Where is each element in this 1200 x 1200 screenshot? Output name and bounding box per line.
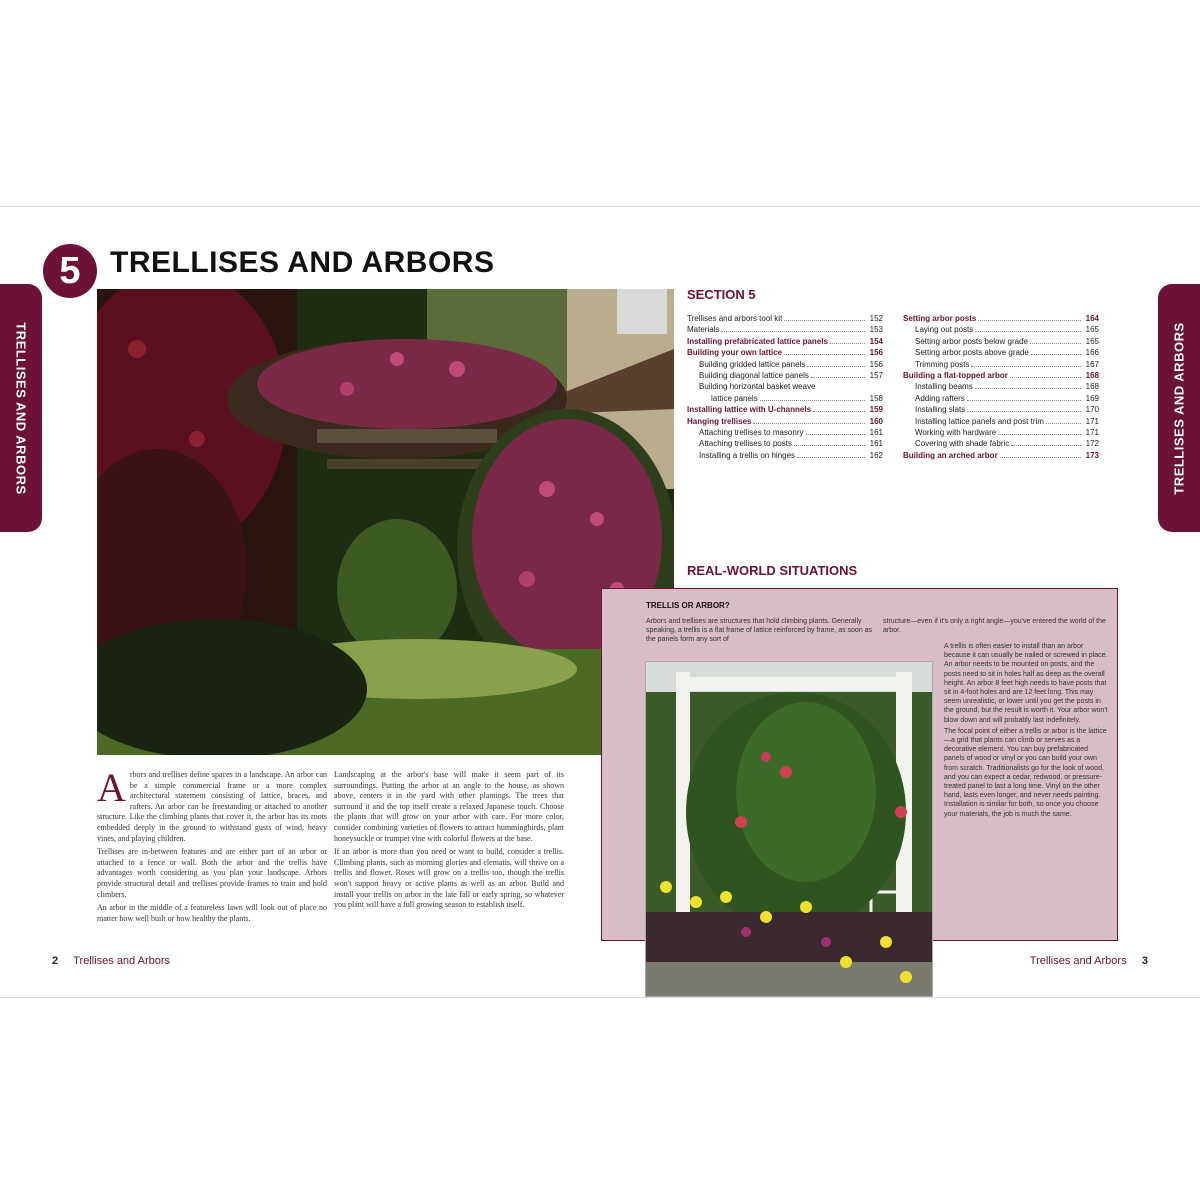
toc-column-left: [687, 313, 883, 461]
side-tab-right: [1158, 284, 1200, 532]
garden-arbor-illustration: [97, 289, 674, 755]
toc-entry: [903, 336, 1099, 347]
body-paragraph: An arbor in the middle of a featureless lawn will look out of place no matter how well built or how healthy the plants.: [97, 903, 327, 923]
toc-leader-dots: [807, 366, 865, 367]
toc-entry: [687, 370, 883, 381]
toc-entry-page: 165: [1085, 336, 1099, 346]
toc-leader-dots: [1011, 445, 1081, 446]
toc-leader-dots: [1030, 343, 1081, 344]
toc-entry-page: 167: [1085, 359, 1099, 369]
toc-entry-title: Materials: [687, 325, 720, 335]
toc-entry-title: Trellises and arbors tool kit: [687, 314, 783, 323]
toc-entry: [903, 427, 1099, 438]
toc-entry: [687, 427, 883, 438]
toc-entry-title: Building diagonal lattice panels: [699, 371, 809, 381]
toc-entry-page: 173: [1085, 450, 1099, 460]
toc-entry-page: 156: [869, 348, 883, 358]
toc-entry-page: 170: [1085, 405, 1099, 415]
toc-entry: [903, 416, 1099, 427]
toc-entry-page: 169: [1085, 393, 1099, 403]
toc-entry: [903, 393, 1099, 404]
body-paragraph: Landscaping at the arbor's base will make it seem part of its surroundings. Putting the arbor at an angle to the house, as shown above, centers it in the yard with other plantings. The trees that surround it and the top itself create a relaxed Japanese touch. Choose the plants that will grow on your arbor with care. For more color, consider combining varieties of flowers to attract hummingbirds, plant honeysuckle or trumpet vine with colorful flowers at the base.: [334, 770, 564, 843]
running-title-left: Trellises and Arbors: [73, 955, 171, 967]
toc-entry-title: Building gridded lattice panels: [699, 359, 806, 369]
toc-entry: [687, 336, 883, 347]
sidebar-paragraph: structure—even if it's only a right angle—you've entered the world of the arbor.: [883, 618, 1106, 635]
body-paragraph: If an arbor is more than you need or want to build, consider a trellis. Climbing plants, such as morning glories and clematis, will thrive on a trellis and flower. Roses will grow on a trellis too, though the trellis won't support heavy or active plants as well as an arbor. Build and install your trellis on arbor in the late fall or early spring, so whatever you plant will have a full growing season to establish itself.: [334, 847, 564, 910]
side-tab-right-label: TRELLISES AND ARBORS: [1171, 321, 1187, 495]
toc-leader-dots: [813, 411, 865, 412]
side-tab-left-label: TRELLISES AND ARBORS: [13, 321, 29, 495]
toc-entry-page: 164: [1085, 314, 1099, 323]
toc-entry-title: Working with hardware: [915, 428, 997, 438]
toc-entry: [687, 404, 883, 415]
toc-entry-page: 168: [1085, 371, 1099, 381]
toc-entry-title: Adding rafters: [915, 393, 965, 403]
toc-entry: [903, 404, 1099, 415]
toc-entry-title: Installing prefabricated lattice panels: [687, 336, 828, 346]
toc-entry: [903, 324, 1099, 335]
folio-left: [52, 955, 170, 967]
body-paragraph: Trellises are in-between features and are either part of an arbor or attached to a fence or wall. Both the arbor and the trellis have advantages worth considering as you plan your landscape. Arbors provide structural detail and trellises provide frames to train and hold climbers.: [97, 847, 327, 899]
toc-leader-dots: [806, 434, 866, 435]
toc-entry-title: Attaching trellises to posts: [699, 439, 792, 449]
toc-leader-dots: [967, 411, 1081, 412]
toc-entry-page: 161: [869, 428, 883, 438]
toc-entry-title: Installing slats: [915, 405, 966, 415]
real-world-title: REAL-WORLD SITUATIONS: [687, 563, 858, 578]
toc-entry: [687, 393, 883, 404]
toc-entry-title: Building horizontal basket weave: [699, 382, 816, 392]
toc-leader-dots: [830, 343, 865, 344]
toc-entry-title: Installing lattice with U-channels: [687, 405, 812, 415]
toc-entry-title: Building a flat-topped arbor: [903, 371, 1008, 381]
running-title-right: Trellises and Arbors: [1029, 955, 1127, 967]
sidebar-text-b: [883, 617, 1108, 637]
toc-entry-page: 156: [869, 359, 883, 369]
toc-leader-dots: [797, 457, 865, 458]
toc-entry-page: 171: [1085, 428, 1099, 438]
toc-entry-page: 159: [869, 405, 883, 415]
toc-entry: [903, 381, 1099, 392]
toc-entry: [903, 438, 1099, 449]
toc-entry-title: Trimming posts: [915, 359, 970, 369]
chapter-number-badge: 5: [43, 244, 97, 298]
drop-cap: A: [97, 765, 126, 810]
toc-leader-dots: [784, 354, 865, 355]
page-number-left: 2: [52, 955, 59, 967]
garden-arbor-photo: [97, 289, 674, 755]
toc-entry-page: 153: [869, 325, 883, 335]
toc-entry-title: Installing lattice panels and post trim: [915, 416, 1044, 426]
toc-entry-title: Setting arbor posts: [903, 314, 977, 323]
toc-entry-page: 166: [1085, 348, 1099, 358]
toc-entry-page: 158: [869, 393, 883, 403]
toc-entry-page: 157: [869, 371, 883, 381]
toc-entry-page: 154: [869, 336, 883, 346]
sidebar-text-a: [646, 617, 874, 647]
toc-leader-dots: [1031, 354, 1081, 355]
toc-entry-title: Building an arched arbor: [903, 450, 998, 460]
toc-leader-dots: [721, 331, 865, 332]
toc-entry: [687, 347, 883, 358]
toc-entry: [687, 416, 883, 427]
toc-entry: [687, 450, 883, 461]
side-tab-left: [0, 284, 42, 532]
toc-entry-page: 160: [869, 416, 883, 426]
sidebar-heading: TRELLIS OR ARBOR?: [646, 601, 730, 610]
toc-leader-dots: [760, 400, 865, 401]
toc-entry-title: lattice panels: [711, 393, 758, 403]
toc-entry-title: Laying out posts: [915, 325, 974, 335]
toc-entry: [903, 313, 1099, 324]
toc-entry: [687, 359, 883, 370]
toc-entry: [687, 438, 883, 449]
toc-entry: [687, 381, 883, 392]
toc-entry-title: Setting arbor posts below grade: [915, 336, 1028, 346]
toc-leader-dots: [1010, 377, 1081, 378]
toc-leader-dots: [794, 445, 865, 446]
sidebar-paragraph: The focal point of either a trellis or arbor is the lattice—a grid that plants can climb or serves as a decorative element. You can buy prefabricated panels of wood or vinyl or you can build your own from scratch. Traditionalists go for the look of wood, and you can expect a cedar, redwood, or pressure-treated panel to last a long time. Vinyl on the other hand, lasts even longer, and never needs painting. Installation is similar for both, so once you choose your materials, the job is much the same.: [944, 727, 1107, 818]
toc-entry-page: 161: [869, 439, 883, 449]
body-column-2: [334, 770, 564, 914]
toc-entry: [903, 347, 1099, 358]
toc-entry: [687, 324, 883, 335]
sidebar-paragraph: Arbors and trellises are structures that hold climbing plants. Generally speaking, a trellis is a flat frame of lattice reinforced by frame, as soon as the panels form any sort of: [646, 618, 873, 644]
toc-entry-page: 165: [1085, 325, 1099, 335]
chapter-title: TRELLISES AND ARBORS: [110, 246, 495, 279]
toc-entry-page: 171: [1085, 416, 1099, 426]
section-label: SECTION 5: [687, 287, 756, 302]
toc-leader-dots: [998, 434, 1081, 435]
toc-column-right: [903, 313, 1099, 461]
sidebar-paragraph: A trellis is often easier to install than an arbor because it can usually be nailed or screwed in place. An arbor needs to be mounted on posts, and the posts need to sit in holes half as deep as the overall height. An arbor 8 feet high needs to have posts that sit in 4-foot holes and are 12 feet long. This may seem unrealistic, or lower until you get the posts in the ground, but the result is worth it. Your arbor won't blow down and will probably last indefinitely.: [944, 643, 1108, 724]
toc-leader-dots: [753, 423, 865, 424]
trellis-illustration: [646, 662, 933, 997]
toc-entry-title: Installing a trellis on hinges: [699, 450, 796, 460]
folio-right: [1030, 955, 1148, 967]
toc-entry-page: 168: [1085, 382, 1099, 392]
toc-leader-dots: [811, 377, 865, 378]
sidebar-text-c: [944, 642, 1110, 821]
toc-entry: [903, 359, 1099, 370]
toc-leader-dots: [967, 400, 1081, 401]
toc-entry-title: Installing beams: [915, 382, 973, 392]
toc-entry-title: Attaching trellises to masonry: [699, 428, 804, 438]
toc-leader-dots: [784, 320, 865, 321]
toc-entry-page: 152: [869, 314, 883, 323]
toc-entry-title: Setting arbor posts above grade: [915, 348, 1029, 358]
toc-leader-dots: [975, 388, 1081, 389]
body-paragraph: rbors and trellises define spaces in a landscape. An arbor can be a simple commercial frame or a more complex architectural statement consisting of lattice, braces, and rafters. An arbor can be freestanding or attached to another structure. Like the climbing plants that cover it, the arbor has its roots embedded deeply in the ground to withstand gusts of wind, heavy vines, and playing children.: [97, 770, 327, 843]
page-number-right: 3: [1141, 955, 1148, 967]
toc-entry-page: 162: [869, 450, 883, 460]
toc-leader-dots: [978, 320, 1081, 321]
toc-entry: [903, 450, 1099, 461]
toc-entry: [903, 370, 1099, 381]
toc-entry-page: 172: [1085, 439, 1099, 449]
body-column-1: [97, 765, 327, 927]
toc-entry-title: Covering with shade fabric: [915, 439, 1010, 449]
toc-leader-dots: [1046, 423, 1081, 424]
toc-leader-dots: [975, 331, 1081, 332]
toc-entry-title: Building your own lattice: [687, 348, 783, 358]
toc-entry: [687, 313, 883, 324]
toc-leader-dots: [1000, 457, 1081, 458]
toc-entry-title: Hanging trellises: [687, 416, 752, 426]
trellis-photo: [645, 661, 933, 997]
toc-leader-dots: [971, 366, 1081, 367]
